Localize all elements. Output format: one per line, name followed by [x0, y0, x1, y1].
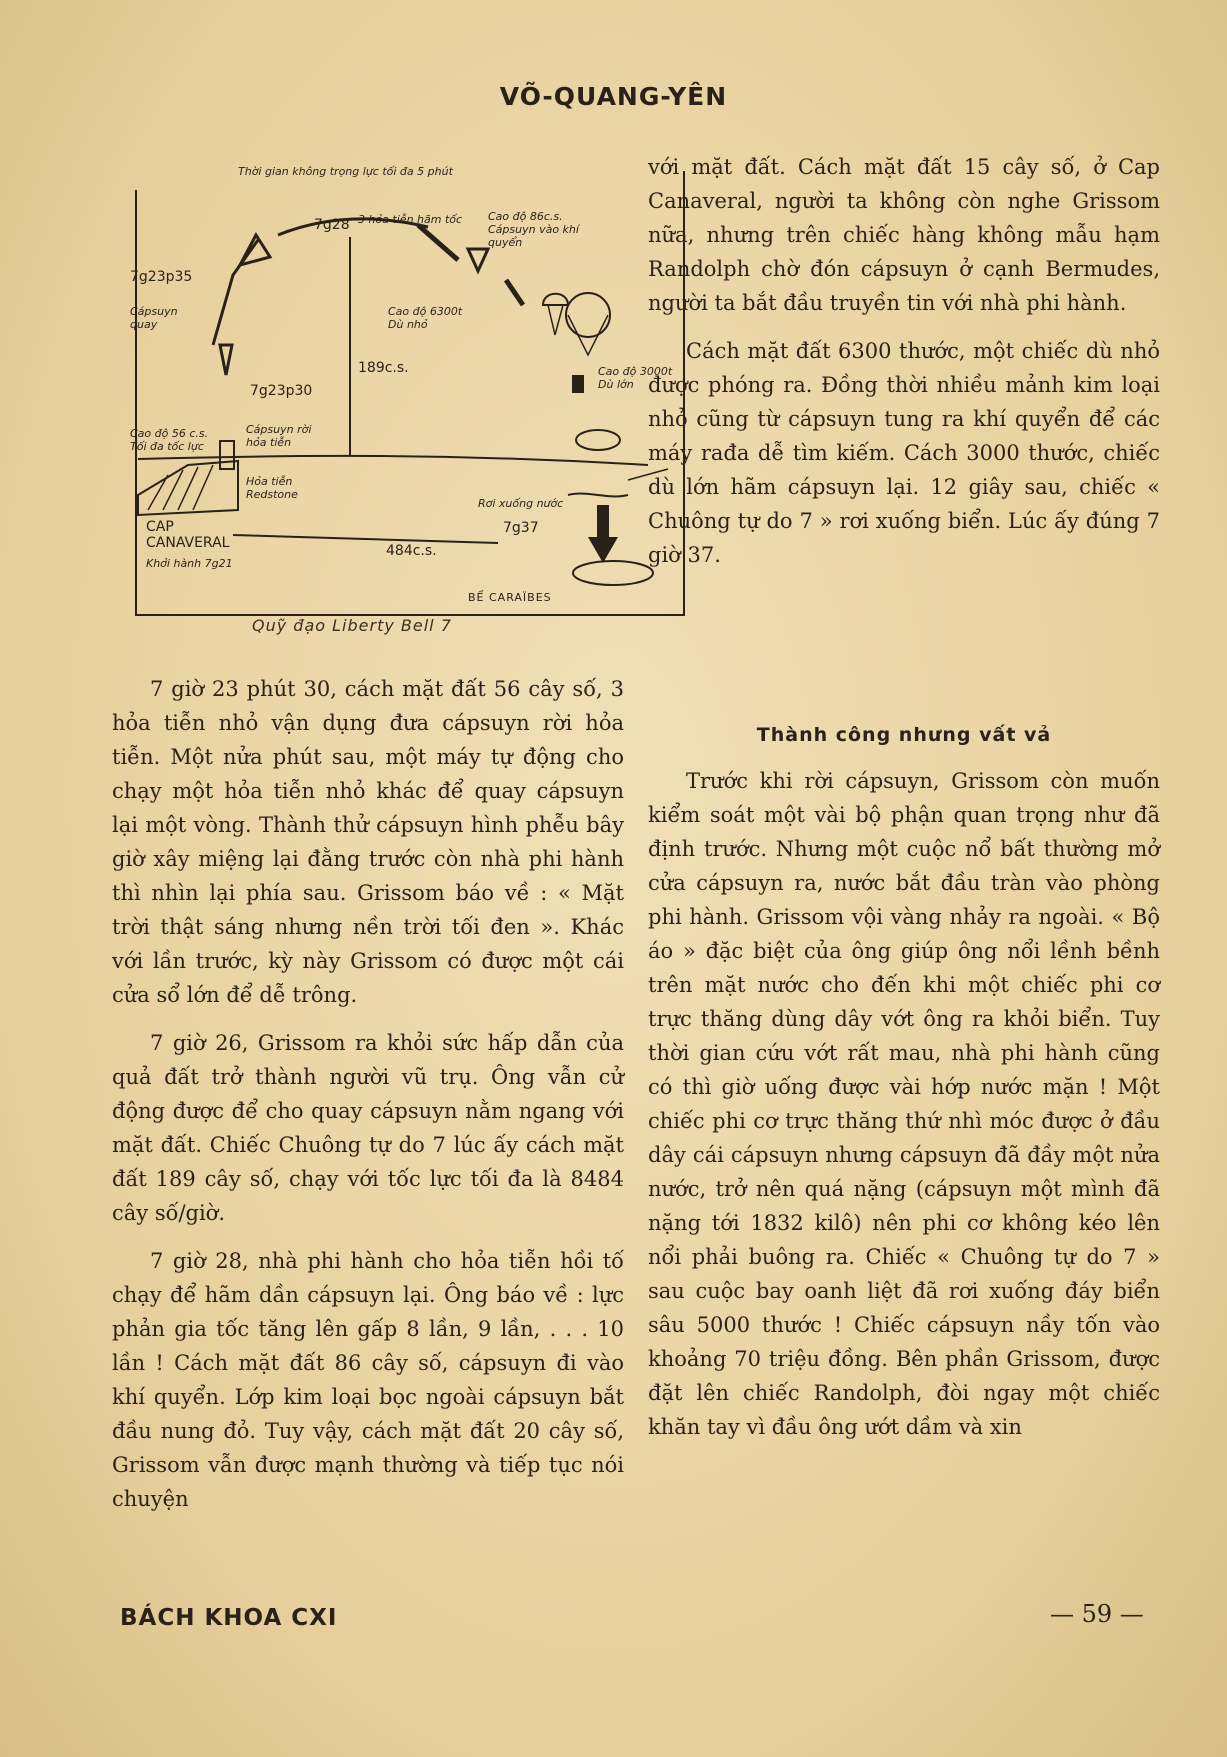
label-sea: BỂ CARAÏBES [468, 591, 552, 604]
distance-line [233, 535, 498, 543]
ascent-arc [213, 240, 258, 345]
redstone-rocket [220, 441, 234, 469]
section-heading: Thành công nhưng vất vả [756, 724, 1052, 746]
label-7g37: 7g37 [503, 520, 539, 536]
splash [576, 430, 620, 450]
magazine-name: BÁCH KHOA CXI [120, 1605, 338, 1631]
label-alt-56: Cao độ 56 c.s. Tối đa tốc lực [130, 427, 209, 453]
big-parachute [566, 293, 610, 337]
descent-segment [506, 280, 523, 305]
label-capsule-separate: Cápsuyn rời hỏa tiễn [246, 423, 312, 449]
left-column [112, 672, 624, 1530]
label-impact: Rơi xuống nước [478, 497, 564, 510]
label-launch: Khởi hành 7g21 [146, 557, 233, 570]
label-7g23p30: 7g23p30 [250, 383, 313, 399]
label-7g28: 7g28 [314, 217, 350, 233]
capsule-rotate [220, 345, 232, 375]
label-cap-canaveral: CAP CANAVERAL [146, 519, 230, 551]
capsule-falling [572, 375, 584, 393]
label-7g23p35: 7g23p35 [130, 269, 193, 285]
right-column-bottom [648, 764, 1160, 1458]
right-column-top [648, 150, 1160, 586]
label-retro: 3 hỏa tiễn hãm tốc [358, 213, 463, 226]
right-paragraph-2: Cách mặt đất 6300 thước, một chiếc dù nhỏ được phóng ra. Đồng thời nhiều mảnh kim loại nhỏ cũng từ cápsuyn tung ra khí quyển để các máy rađa dễ tìm kiếm. Cách 3000 thước, chiếc dù lớn hãm cápsuyn lại. 12 giây sau, chiếc « Chuông tự do 7 » rơi xuống biển. Lúc ấy đúng 7 giờ 37. [648, 339, 1160, 567]
label-alt-6300: Cao độ 6300t Dù nhỏ [388, 305, 463, 331]
landing-arrow [588, 537, 618, 563]
right-section-paragraph-1: Trước khi rời cápsuyn, Grissom còn muốn kiểm soát một vài bộ phận quan trọng như đã định trước. Nhưng một cuộc nổ bất thường mở cửa cápsuyn ra, nước bắt đầu tràn vào phòng phi hành. Grissom vội vàng nhảy ra ngoài. « Bộ áo » đặc biệt của ông giúp ông nổi lềnh bềnh trên mặt nước cho đến khi một chiếc phi cơ trực thăng dùng dây vớt ông ra khỏi biển. Tuy thời gian cứu vớt rất mau, nhà phi hành cũng có thì giờ uống được vài hớp nước mặn ! Một chiếc phi cơ trực thăng thứ nhì móc được ở đầu dây cái cápsuyn nhưng cápsuyn đã đầy một nửa nước, trở nên quá nặng (cápsuyn một mình đã nặng tới 1832 kilô) nên phi cơ không kéo lên nổi phải buông ra. Chiếc « Chuông tự do 7 » sau cuộc bay oanh liệt đã rơi xuống đáy biển sâu 5000 thước ! Chiếc cápsuyn nầy tốn vào khoảng 70 triệu đồng. Bên phần Grissom, được đặt lên chiếc Randolph, đòi ngay một chiếc khăn tay vì đầu ông ướt dầm và xin [648, 769, 1160, 1439]
small-parachute [543, 294, 568, 305]
trajectory-diagram [128, 165, 688, 645]
label-max-weightless: Thời gian không trọng lực tối đa 5 phút [238, 165, 453, 178]
label-alt-189: 189c.s. [358, 360, 409, 376]
left-paragraph-1: 7 giờ 23 phút 30, cách mặt đất 56 cây số, 3 hỏa tiễn nhỏ vận dụng đưa cápsuyn rời hỏa tiễn. Một nửa phút sau, một máy tự động cho chạy một hỏa tiễn nhỏ khác để quay cápsuyn lại một vòng. Thành thử cápsuyn hình phễu bây giờ xây miệng lại đằng trước còn nhà phi hành thì nhìn lại phía sau. Grissom báo về : « Mặt trời thật sáng nhưng nền trời tối đen ». Khác với lần trước, kỳ này Grissom có được một cái cửa sổ lớn để dễ trông. [112, 677, 624, 1007]
author-heading: VÕ-QUANG-YÊN [499, 82, 728, 111]
label-alt-86: Cao độ 86c.s. Cápsuyn vào khí quyển [488, 210, 579, 249]
page-number: — 59 — [1050, 1600, 1144, 1628]
label-redstone: Hỏa tiễn Redstone [246, 475, 298, 501]
label-dist-484: 484c.s. [386, 543, 437, 559]
label-capsule-rotate: Cápsuyn quay [130, 305, 178, 331]
capsule-top-right [468, 249, 488, 271]
left-paragraph-3: 7 giờ 28, nhà phi hành cho hỏa tiễn hồi tố chạy để hãm dần cápsuyn lại. Ông báo về : lực phản gia tốc tăng lên gấp 8 lần, 9 lần, . . . 10 lần ! Cách mặt đất 86 cây số, cápsuyn đi vào khí quyển. Lớp kim loại bọc ngoài cápsuyn bắt đầu nung đỏ. Tuy vậy, cách mặt đất 20 cây số, Grissom vẫn được mạnh thường và tiếp tục nói chuyện [112, 1249, 624, 1511]
label-alt-3000: Cao độ 3000t Dù lớn [598, 365, 673, 391]
right-paragraph-1: với mặt đất. Cách mặt đất 15 cây số, ở Cap Canaveral, người ta không còn nghe Grissom nữa, nhưng trên chiếc hàng không mẫu hạm Randolph chờ đón cápsuyn ở cạnh Bermudes, người ta bắt đầu truyền tin với nhà phi hành. [648, 155, 1160, 315]
trajectory-svg [128, 165, 688, 645]
figure-caption: Quỹ đạo Liberty Bell 7 [252, 616, 452, 635]
descent-arrow [418, 225, 458, 260]
left-paragraph-2: 7 giờ 26, Grissom ra khỏi sức hấp dẫn của quả đất trở thành người vũ trụ. Ông vẫn cử động được để cho quay cápsuyn nằm ngang với mặt đất. Chiếc Chuông tự do 7 lúc ấy cách mặt đất 189 cây số, chạy với tốc lực tối đa là 8484 cây số/giờ. [112, 1031, 624, 1225]
water-waves [568, 494, 628, 497]
